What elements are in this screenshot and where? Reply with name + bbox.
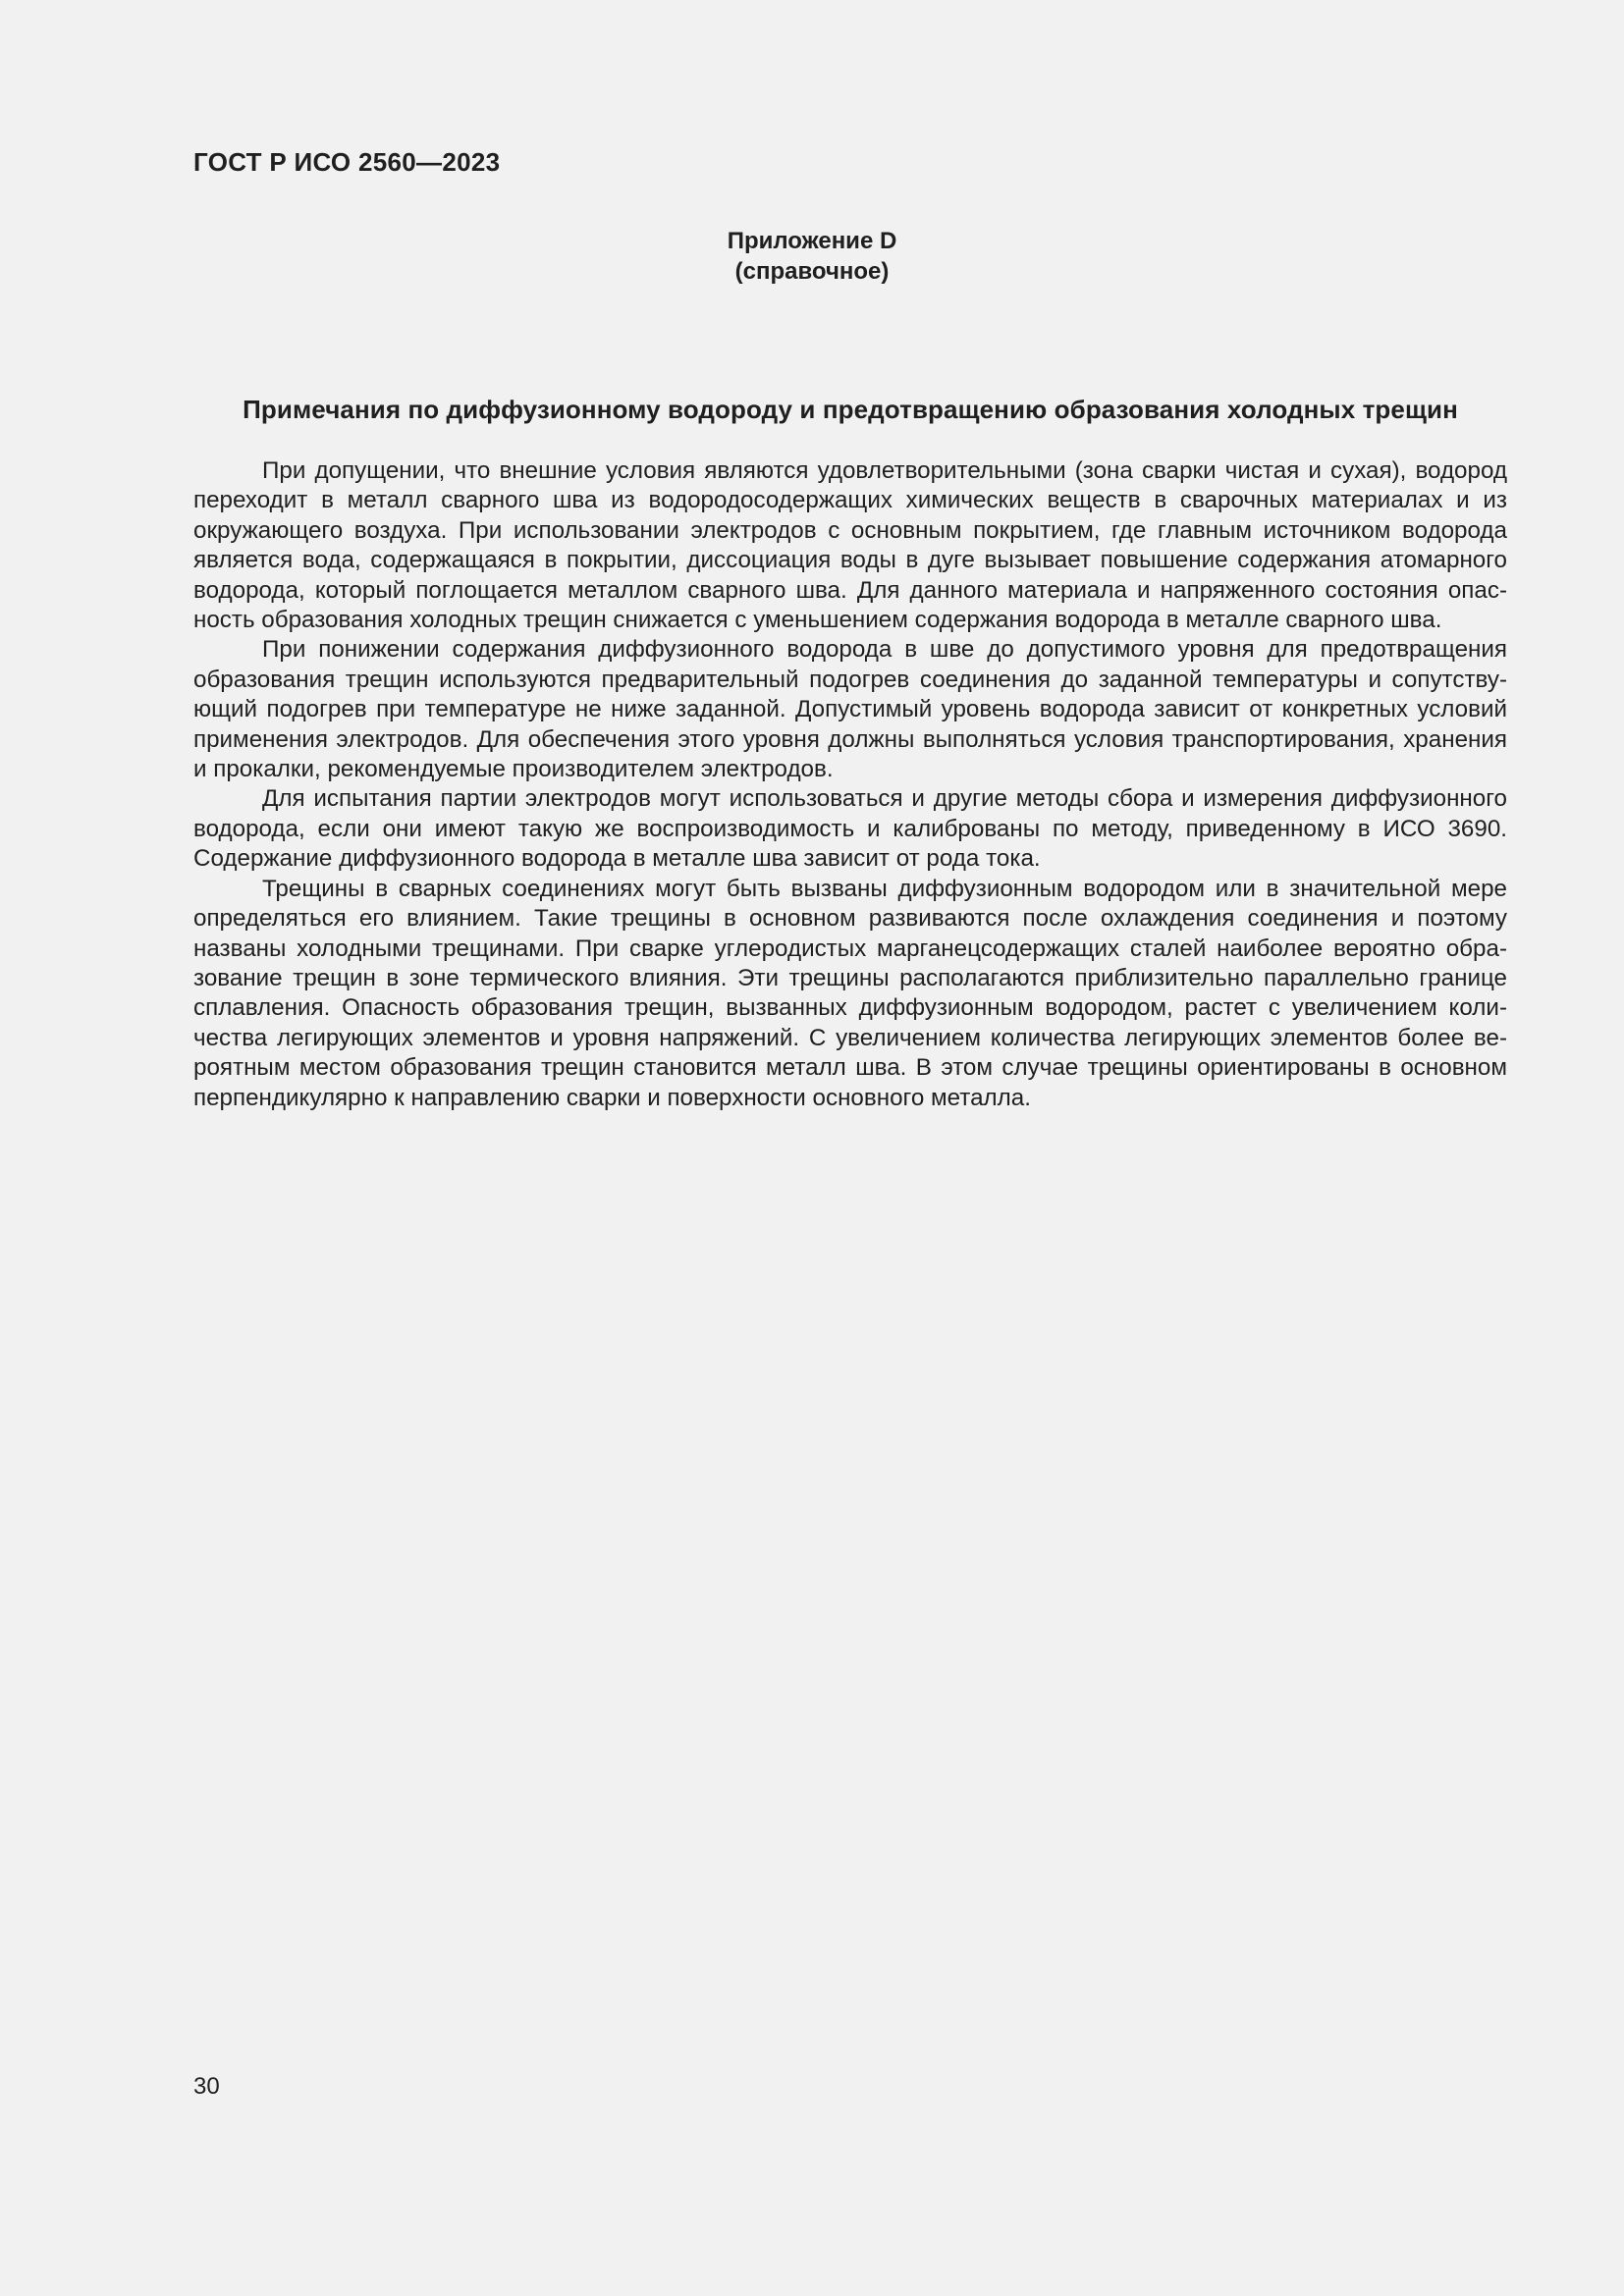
standard-id: ГОСТ Р ИСО 2560—2023: [193, 147, 501, 177]
paragraph: При понижении содержания диффузионного водорода в шве до допустимого уровня для предотвращения образования трещин используются предварительный подогрев соединения до заданной температуры и сопутствующий подогрев при температуре не ниже заданной. Допустимый уровень водорода зависит от конкретных условий применения электродов. Для обеспечения этого уровня должны выполняться условия транспортирования, хранения и прокалки, рекомендуемые производителем электродов.: [193, 636, 1507, 783]
appendix-heading: [0, 226, 1624, 287]
section-title: Примечания по диффузионному водороду и предотвращению образования холодных трещин: [243, 395, 1458, 424]
paragraph: При допущении, что внешние условия являются удовлетворительными (зона сварки чистая и сухая), водород переходит в металл сварного шва из водородосодержащих химических веществ в сварочных материалах и из окружающего воздуха. При использовании электродов с основным покрытием, где главным источником водорода является вода, содержащаяся в покрытии, диссоциация воды в дуге вызывает повышение содержания атомарного водорода, который поглощается металлом сварного шва. Для данного материала и напряженного состояния опасность образования холодных трещин снижается с уменьшением содержания водорода в металле сварного шва.: [193, 457, 1507, 634]
paragraph: Трещины в сварных соединениях могут быть вызваны диффузионным водородом или в значительной мере определяться его влиянием. Такие трещины в основном развиваются после охлаждения соединения и поэтому названы холодными трещинами. При сварке углеродистых марганецсодержащих сталей наиболее вероятно образование трещин в зоне термического влияния. Эти трещины располагаются приблизительно параллельно границе сплавления. Опасность образования трещин, вызванных диффузионным водородом, растет с увеличением количества легирующих элементов и уровня напряжений. С увеличением количества легирующих элементов более вероятным местом образования трещин становится металл шва. В этом случае трещины ориентированы в основном перпендикулярно к направлению сварки и поверхности основного металла.: [193, 875, 1507, 1111]
body-text: [193, 456, 1507, 1113]
appendix-title: Приложение D: [727, 228, 897, 254]
paragraph: Для испытания партии электродов могут использоваться и другие методы сбора и измерения диффузионного водорода, если они имеют такую же воспроизводимость и калиброваны по методу, приведенному в ИСО 3690. Содержание диффузионного водорода в металле шва зависит от рода тока.: [193, 785, 1507, 873]
appendix-status: (справочное): [734, 258, 890, 285]
page-number: 30: [193, 2073, 220, 2100]
